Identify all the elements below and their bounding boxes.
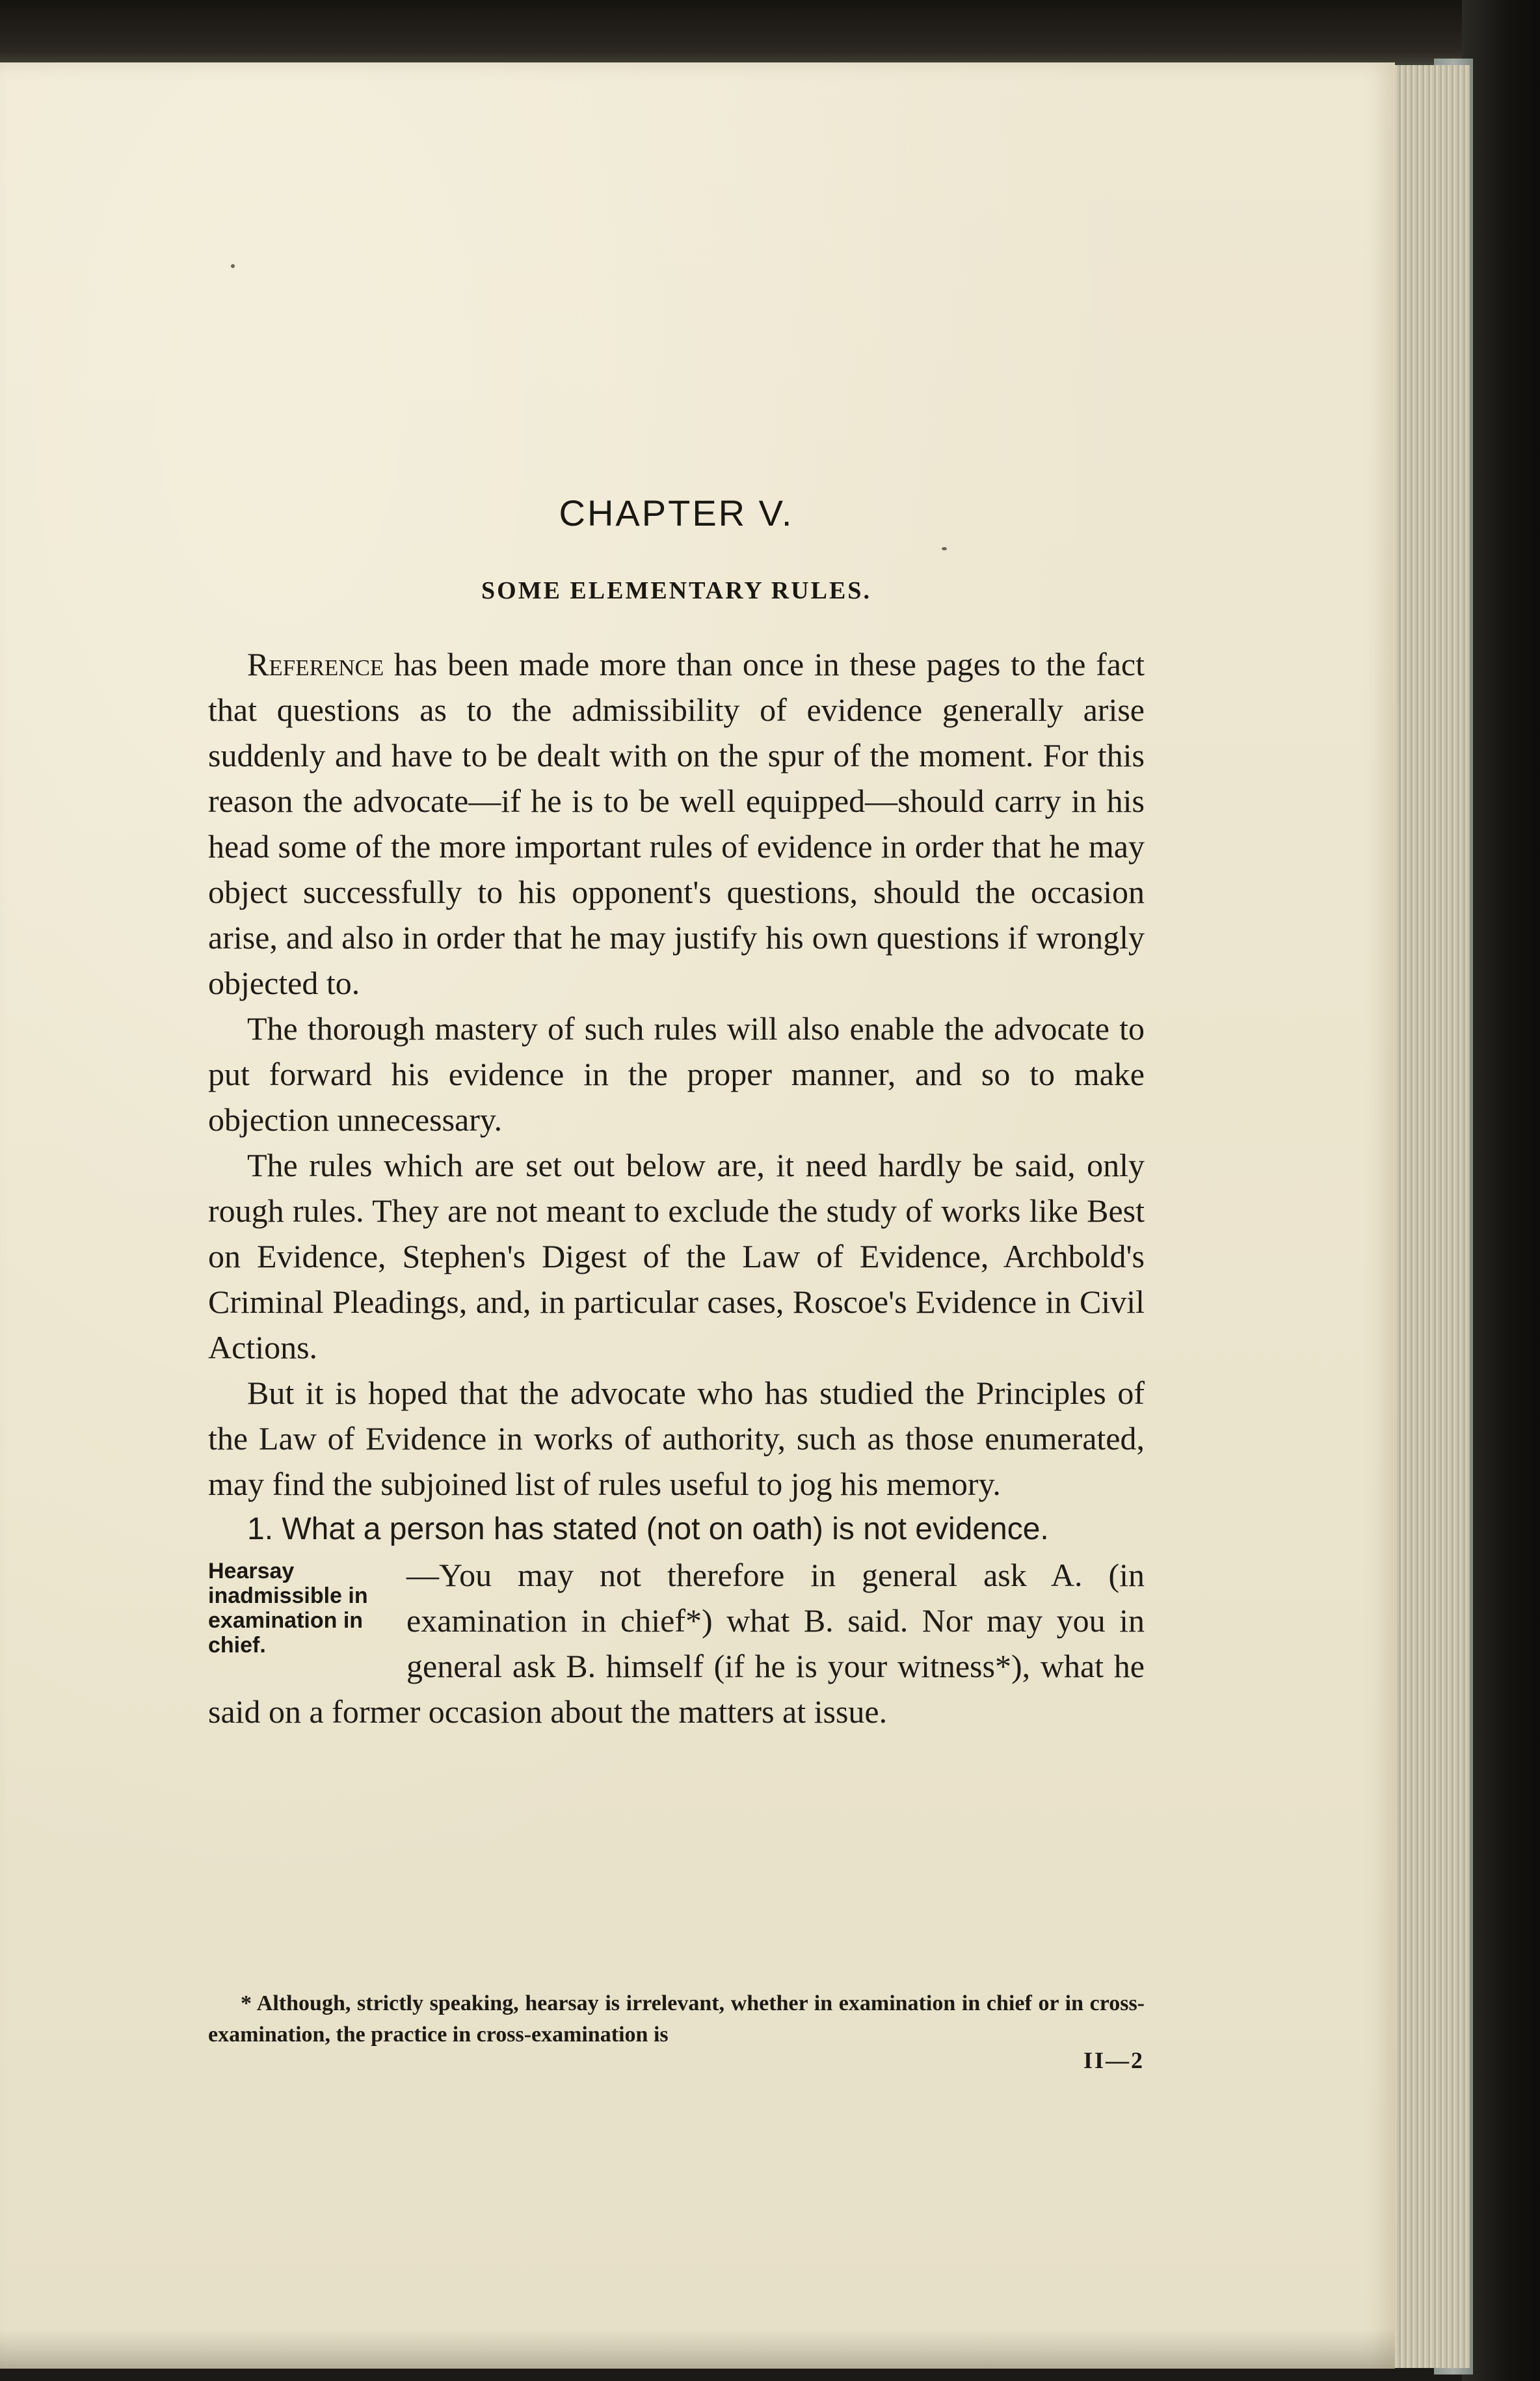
margin-note: Hearsay inadmissible in examination in chief. (208, 1559, 368, 1658)
book-cover-right (1462, 0, 1540, 2381)
body-text (208, 641, 1145, 1734)
paragraph-1-text: has been made more than once in these pages to the fact that questions as to the admissibility of evidence generally arise suddenly and have to be dealt with on the spur of the moment. For this reason the advocate—if he is to be well equipped—should carry in his head some of the more important rules of evidence in order that he may object successfully to his opponent's questions, should the occasion arise, and also in order that he may justify his own questions if wrongly objected to. (208, 646, 1145, 1001)
book-spine-top (0, 0, 1540, 72)
page-stack (1385, 65, 1470, 2368)
paragraph-lead-word: Reference (247, 646, 384, 682)
book-page (0, 62, 1395, 2369)
paper-speck (942, 547, 947, 550)
signature-mark: II—2 (1083, 2047, 1145, 2073)
paper-speck (231, 264, 235, 268)
paragraph-2: The thorough mastery of such rules will also enable the advocate to put forward his evidence in the proper manner, and so to make objection unnecessary. (208, 1010, 1145, 1138)
paragraph-4: But it is hoped that the advocate who has studied the Principles of the Law of Evidence in works of authority, such as those enumerated, may find the subjoined list of rules useful to jog his memory. (208, 1375, 1145, 1502)
rule-1-number: 1. (247, 1512, 274, 1546)
rule-1-text: —You may not therefore in general ask A. (in examination in chief*) what B. said. Nor may you in general ask B. himself (if he is your witness*), what he said on a former occasion about the matters at issue. (208, 1557, 1145, 1730)
rule-1-lead: What a person has stated (not on oath) is not evidence. (273, 1512, 1049, 1546)
paragraph-3: The rules which are set out below are, it need hardly be said, only rough rules. They are not meant to exclude the study of works like Best on Evidence, Stephen's Digest of the Law of Evidence, Archbold's Criminal Pleadings, and, in particular cases, Roscoe's Evidence in Civil Actions. (208, 1147, 1145, 1365)
section-title: SOME ELEMENTARY RULES. (481, 577, 871, 604)
footnote (208, 1988, 1145, 2051)
paragraph-1 (208, 641, 1145, 1006)
rule-1 (208, 1507, 1145, 1734)
page-shadow (0, 2329, 1395, 2374)
chapter-title: CHAPTER V. (559, 492, 794, 533)
rule-1-heading (208, 1507, 1145, 1552)
footnote-text: * Although, strictly speaking, hearsay is irrelevant, whether in examination in chief or in cross-examination, the practice in cross-examination is (208, 1991, 1145, 2047)
